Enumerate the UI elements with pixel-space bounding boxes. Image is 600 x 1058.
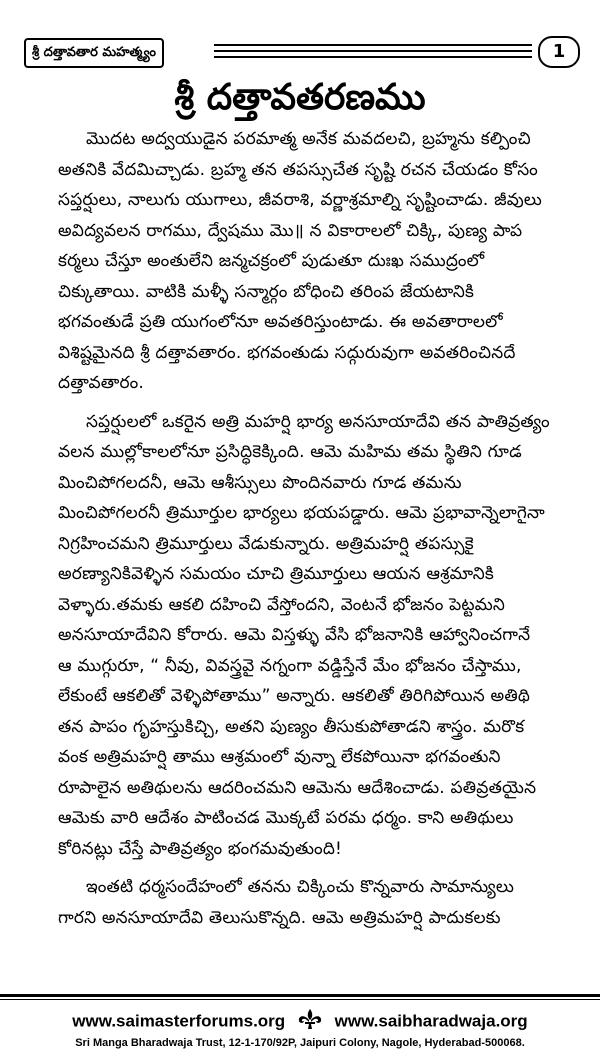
page-footer (0, 1008, 600, 1050)
text-line: ఆమెకు వారి ఆదేశం పాటించడ మొక్కటే పరమ ధర్మం. కాని అతిథులు (58, 808, 514, 828)
text-line: గారని అనసూయాదేవి తెలుసుకొన్నది. ఆమె అత్రిమహర్షి పాదుకలకు (58, 907, 501, 928)
text-line: మించిపోగలరనీ త్రిమూర్తుల భార్యలు భయపడ్డారు. ఆమె ప్రభావాన్నెలాగైనా (58, 503, 545, 523)
text-line: వెళ్ళారు.తమకు ఆకలి దహించి వేస్తోందని, వెంటనే భోజనం పెట్టమని (58, 594, 506, 615)
text-line: వంక అత్రిమహర్షి తాము ఆశ్రమంలో వున్నా లేకపోయినా భగవంతుని (58, 747, 501, 767)
footer-links (0, 1008, 600, 1036)
footer-link-saibharadwaja[interactable]: www.saibharadwaja.org (334, 1011, 528, 1031)
footer-address: Sri Manga Bharadwaja Trust, 12-1-170/92P, Jaipuri Colony, Nagole, Hyderabad-500068. (75, 1037, 525, 1049)
text-line: సప్తర్షులలో ఒకరైన అత్రి మహర్షి భార్య అనసూయాదేవి తన పాతివ్రత్యం (86, 411, 550, 432)
fleur-de-lis-icon (290, 1008, 330, 1036)
header-rule (214, 44, 532, 46)
text-line: విశిష్టమైనది శ్రీ దత్తావతారం. భగవంతుడు సద్గురువుగా అవతరించినదే (58, 342, 516, 363)
text-line: కోరినట్లు చేస్తే పాతివ్రత్యం భంగమవుతుంది! (58, 838, 343, 859)
text-line: ఇంతటి ధర్మసందేహంలో తనను చిక్కించు కొన్నవారు సామాన్యులు (86, 877, 515, 897)
text-line: అరణ్యానికివెళ్ళిన సమయం చూచి త్రిమూర్తులు ఆయన ఆశ్రమానికి (58, 564, 494, 584)
text-line: కర్మలు చేస్తూ అంతులేని జన్మచక్రంలో పుడుతూ దుఃఖ సముద్రంలో (58, 251, 485, 271)
footer-divider (0, 994, 600, 997)
paragraph-2 (58, 407, 592, 865)
text-line: ఆ ముగ్గురూ, “ నీవు, వివస్త్రవై నగ్నంగా వడ్డిస్తేనే మేం భోజనం చేస్తాము, (58, 655, 522, 676)
text-line: సప్తర్షులు, నాలుగు యుగాలు, జీవరాశి, వర్ణాశ్రమాల్ని సృష్టించాడు. జీవులు (58, 190, 543, 210)
text-line: అనసూయాదేవిని కోరారు. ఆమె విస్తళ్ళు వేసి భోజనానికి ఆహ్వానించగానే (58, 625, 531, 645)
page-header (24, 38, 580, 68)
text-line: లేకుంటే ఆకలితో వెళ్ళిపోతాము” అన్నారు. ఆకలితో తిరిగిపోయిన అతిథి (58, 686, 531, 706)
text-line: దత్తావతారం. (58, 373, 145, 393)
header-rules (214, 44, 532, 62)
footer-link-saimasterforums[interactable]: www.saimasterforums.org (72, 1011, 286, 1031)
text-line: రూపాలైన అతిథులను ఆదరించమని ఆమెను ఆదేశించాడు. పతివ్రతయైన (58, 777, 537, 798)
text-line: మించిపోగలదనీ, ఆమె ఆశీస్సులు పొందినవారు గూడ తమను (58, 472, 462, 493)
text-line: మొదట అద్వయుడైన పరమాత్మ అనేక మవదలచి, బ్రహ్మను కల్పించి (86, 129, 531, 149)
chapter-title: శ్రీ దత్తావతరణము (174, 77, 426, 118)
text-line: నిగ్రహించమని త్రిమూర్తులు వేడుకున్నారు. అత్రిమహర్షి తపస్సుకై (58, 533, 474, 554)
text-line: అవిద్యవలన రాగము, ద్వేషము మొ॥ న వికారాలలో చిక్కి, పుణ్య పాప (58, 220, 523, 241)
running-title: శ్రీ దత్తావతార మహత్మ్యం (24, 38, 164, 68)
text-line: భగవంతుడే ప్రతి యుగంలోనూ అవతరిస్తుంటాడు. ఈ అవతారాలలో (58, 312, 503, 332)
header-rule (214, 50, 532, 52)
paragraph-3 (58, 872, 592, 933)
header-rule (214, 56, 532, 58)
footer-divider-thin (0, 999, 600, 1000)
text-line: తన పాపం గృహస్తుకిచ్చి, అతని పుణ్యం తీసుకుపోతాడని శాస్త్రం. మరొక (58, 716, 525, 737)
paragraph-1 (58, 124, 592, 399)
page-number: 1 (538, 36, 580, 68)
text-line: చిక్కుతాయి. వాటికి మళ్ళీ సన్మార్గం బోధించి తరింప జేయటానికి (58, 281, 475, 302)
body-text (58, 124, 592, 941)
text-line: అతనికి వేదమిచ్చాడు. బ్రహ్మ తన తపస్సుచేత సృష్టి రచన చేయడం కోసం (58, 159, 538, 180)
text-line: వలన ముల్లోకాలలోనూ ప్రసిద్ధికెక్కింది. ఆమె మహిమ తమ స్థితిని గూడ (58, 442, 522, 462)
